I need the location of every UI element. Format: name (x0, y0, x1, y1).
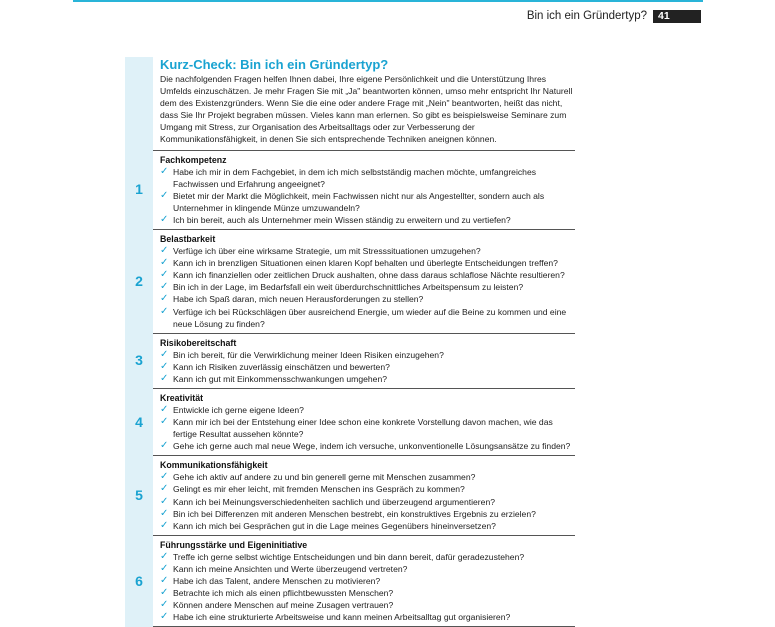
question-text: Treffe ich gerne selbst wichtige Entscheidungen und bin dann bereit, dafür geradezustehen? (173, 551, 525, 562)
section-content (153, 229, 575, 333)
question-text: Kann ich bei Meinungsverschiedenheiten sachlich und überzeugend argumentieren? (173, 496, 496, 507)
checkmark-icon: ✓ (160, 305, 169, 317)
question-item (160, 587, 575, 599)
question-text: Gehe ich aktiv auf andere zu und bin generell gerne mit Menschen zusammen? (173, 472, 476, 483)
question-text: Kann ich mich bei Gesprächen gut in die Lage meines Gegenübers hineinversetzen? (173, 520, 496, 531)
intro-content (153, 57, 575, 150)
checkmark-icon: ✓ (160, 189, 169, 201)
page-number: 41 (653, 10, 701, 23)
question-item (160, 471, 575, 483)
checkmark-icon: ✓ (160, 245, 169, 257)
section-title: Risikobereitschaft (160, 337, 237, 348)
question-text: Bietet mir der Markt die Möglichkeit, mein Fachwissen nicht nur als Angestellter, sondern auch als Unternehmer in klingende Münze umzuwandeln? (173, 190, 545, 213)
checkmark-icon: ✓ (160, 403, 169, 415)
question-text: Kann ich meine Ansichten und Werte überzeugend vertreten? (173, 563, 408, 574)
section-row (125, 535, 575, 627)
question-item (160, 520, 575, 532)
checkmark-icon: ✓ (160, 519, 169, 531)
section-number: 1 (125, 150, 153, 229)
question-item (160, 214, 575, 226)
section-number: 6 (125, 535, 153, 627)
question-item (160, 373, 575, 385)
section-title: Belastbarkeit (160, 234, 216, 245)
checkmark-icon: ✓ (160, 575, 169, 586)
question-text: Entwickle ich gerne eigene Ideen? (173, 404, 304, 415)
question-text: Ich bin bereit, auch als Unternehmer mein Wissen ständig zu erweitern und zu vertiefen? (173, 214, 511, 225)
question-item (160, 281, 575, 293)
checkmark-icon: ✓ (160, 372, 169, 384)
checkmark-icon: ✓ (160, 483, 169, 495)
question-text: Kann ich Risiken zuverlässig einschätzen und bewerten? (173, 361, 390, 372)
question-text: Verfüge ich bei Rückschlägen über ausreichend Energie, um wieder auf die Beine zu kommen und eine neue Lösung zu finden? (173, 306, 567, 329)
question-text: Bin ich bereit, für die Verwirklichung meiner Ideen Risiken einzugehen? (173, 349, 444, 360)
question-item (160, 361, 575, 373)
checkmark-icon: ✓ (160, 293, 169, 305)
section-row (125, 455, 575, 534)
question-item (160, 190, 575, 214)
checkmark-icon: ✓ (160, 165, 169, 177)
question-text: Betrachte ich mich als einen pflichtbewussten Menschen? (173, 588, 394, 599)
question-item (160, 245, 575, 257)
checklist-table (125, 57, 575, 627)
checkmark-icon: ✓ (160, 507, 169, 519)
question-item (160, 416, 575, 440)
question-text: Kann ich finanziellen oder zeitlichen Druck aushalten, ohne dass daraus schlaflose Nächte resultieren? (173, 270, 565, 281)
section-content (153, 535, 575, 627)
question-item (160, 483, 575, 495)
section-title: Kreativität (160, 392, 204, 403)
section-title: Führungsstärke und Eigeninitiative (160, 539, 308, 550)
section-number: 3 (125, 333, 153, 388)
question-text: Habe ich mir in dem Fachgebiet, in dem ich mich selbstständig machen möchte, umfangreiches Fachwissen und Erfahrung angeeignet? (173, 166, 537, 189)
question-text: Können andere Menschen auf meine Zusagen vertrauen? (173, 600, 394, 611)
question-text: Habe ich eine strukturierte Arbeitsweise und kann meinen Arbeitsalltag gut organisieren? (173, 612, 511, 623)
running-title: Bin ich ein Gründertyp? (526, 10, 647, 22)
question-text: Bin ich bei Differenzen mit anderen Menschen bestrebt, ein konstruktives Ergebnis zu erzielen? (173, 508, 536, 519)
running-header (527, 9, 701, 23)
section-content (153, 150, 575, 229)
question-text: Bin ich in der Lage, im Bedarfsfall ein weit überdurchschnittliches Arbeitspensum zu leisten? (173, 282, 524, 293)
top-rule (73, 0, 703, 2)
question-text: Gelingt es mir eher leicht, mit fremden Menschen ins Gespräch zu kommen? (173, 484, 465, 495)
checkmark-icon: ✓ (160, 281, 169, 293)
checkmark-icon: ✓ (160, 471, 169, 483)
checkmark-icon: ✓ (160, 416, 169, 428)
section-content (153, 388, 575, 455)
checkmark-icon: ✓ (160, 611, 169, 623)
checkmark-icon: ✓ (160, 360, 169, 372)
section-number: 5 (125, 455, 153, 534)
intro-text: Die nachfolgenden Fragen helfen Ihnen dabei, Ihre eigene Persönlichkeit und die Unterstützung Ihres Umfelds einzuschätzen. Je mehr Fragen Sie mit „Ja" beantworten können, umso mehr entspricht Ihr Naturell dem des Existenzgründers. Wenn Sie die eine oder andere Frage mit „Nein" beantworten, heißt das nicht, dass Sie Ihr Projekt begraben müssen. Vieles kann man erlernen. So gibt es beispielsweise Seminare zum Umgang mit Stress, zur Organisation des Arbeitsalltags oder zur Verbesserung der Kommunikationsfähigkeit, in denen Sie sich entsprechende Techniken aneignen können. (160, 74, 573, 145)
question-item (160, 575, 575, 587)
intro-number-cell (125, 57, 153, 150)
question-item (160, 440, 575, 452)
question-text: Habe ich das Talent, andere Menschen zu motivieren? (173, 576, 381, 586)
intro-row (125, 57, 575, 150)
question-text: Kann ich gut mit Einkommensschwankungen umgehen? (173, 373, 388, 384)
question-item (160, 269, 575, 281)
section-row (125, 388, 575, 455)
section-content (153, 333, 575, 388)
checkmark-icon: ✓ (160, 257, 169, 269)
checkmark-icon: ✓ (160, 213, 169, 225)
checkmark-icon: ✓ (160, 495, 169, 507)
checkmark-icon: ✓ (160, 348, 169, 360)
checkmark-icon: ✓ (160, 440, 169, 452)
checkmark-icon: ✓ (160, 587, 169, 599)
section-title: Kommunikationsfähigkeit (160, 460, 268, 471)
question-text: Habe ich Spaß daran, mich neuen Herausforderungen zu stellen? (173, 294, 424, 305)
section-row (125, 229, 575, 333)
section-number: 4 (125, 388, 153, 455)
checkmark-icon: ✓ (160, 562, 169, 574)
sections-container (125, 150, 575, 627)
question-item (160, 611, 575, 623)
checkmark-icon: ✓ (160, 269, 169, 281)
question-item (160, 496, 575, 508)
question-text: Kann ich in brenzligen Situationen einen klaren Kopf behalten und überlegte Entscheidungen treffen? (173, 258, 558, 269)
question-item (160, 551, 575, 563)
section-number: 2 (125, 229, 153, 333)
question-item (160, 349, 575, 361)
question-item (160, 293, 575, 305)
section-title: Fachkompetenz (160, 154, 227, 165)
intro-title: Kurz-Check: Bin ich ein Gründertyp? (160, 57, 389, 72)
question-text: Gehe ich gerne auch mal neue Wege, indem ich versuche, unkonventionelle Lösungsansätze zu finden? (173, 441, 571, 452)
question-item (160, 404, 575, 416)
section-content (153, 455, 575, 534)
question-item (160, 563, 575, 575)
question-item (160, 508, 575, 520)
section-row (125, 150, 575, 229)
checkmark-icon: ✓ (160, 599, 169, 611)
question-item (160, 166, 575, 190)
question-item (160, 257, 575, 269)
question-item (160, 599, 575, 611)
question-item (160, 306, 575, 330)
section-row (125, 333, 575, 388)
checkmark-icon: ✓ (160, 550, 169, 562)
question-text: Kann mir ich bei der Entstehung einer Idee schon eine konkrete Vorstellung davon machen, wie das fertige Resultat aussehen könnte? (173, 417, 553, 440)
question-text: Verfüge ich über eine wirksame Strategie, um mit Stresssituationen umzugehen? (173, 246, 481, 257)
